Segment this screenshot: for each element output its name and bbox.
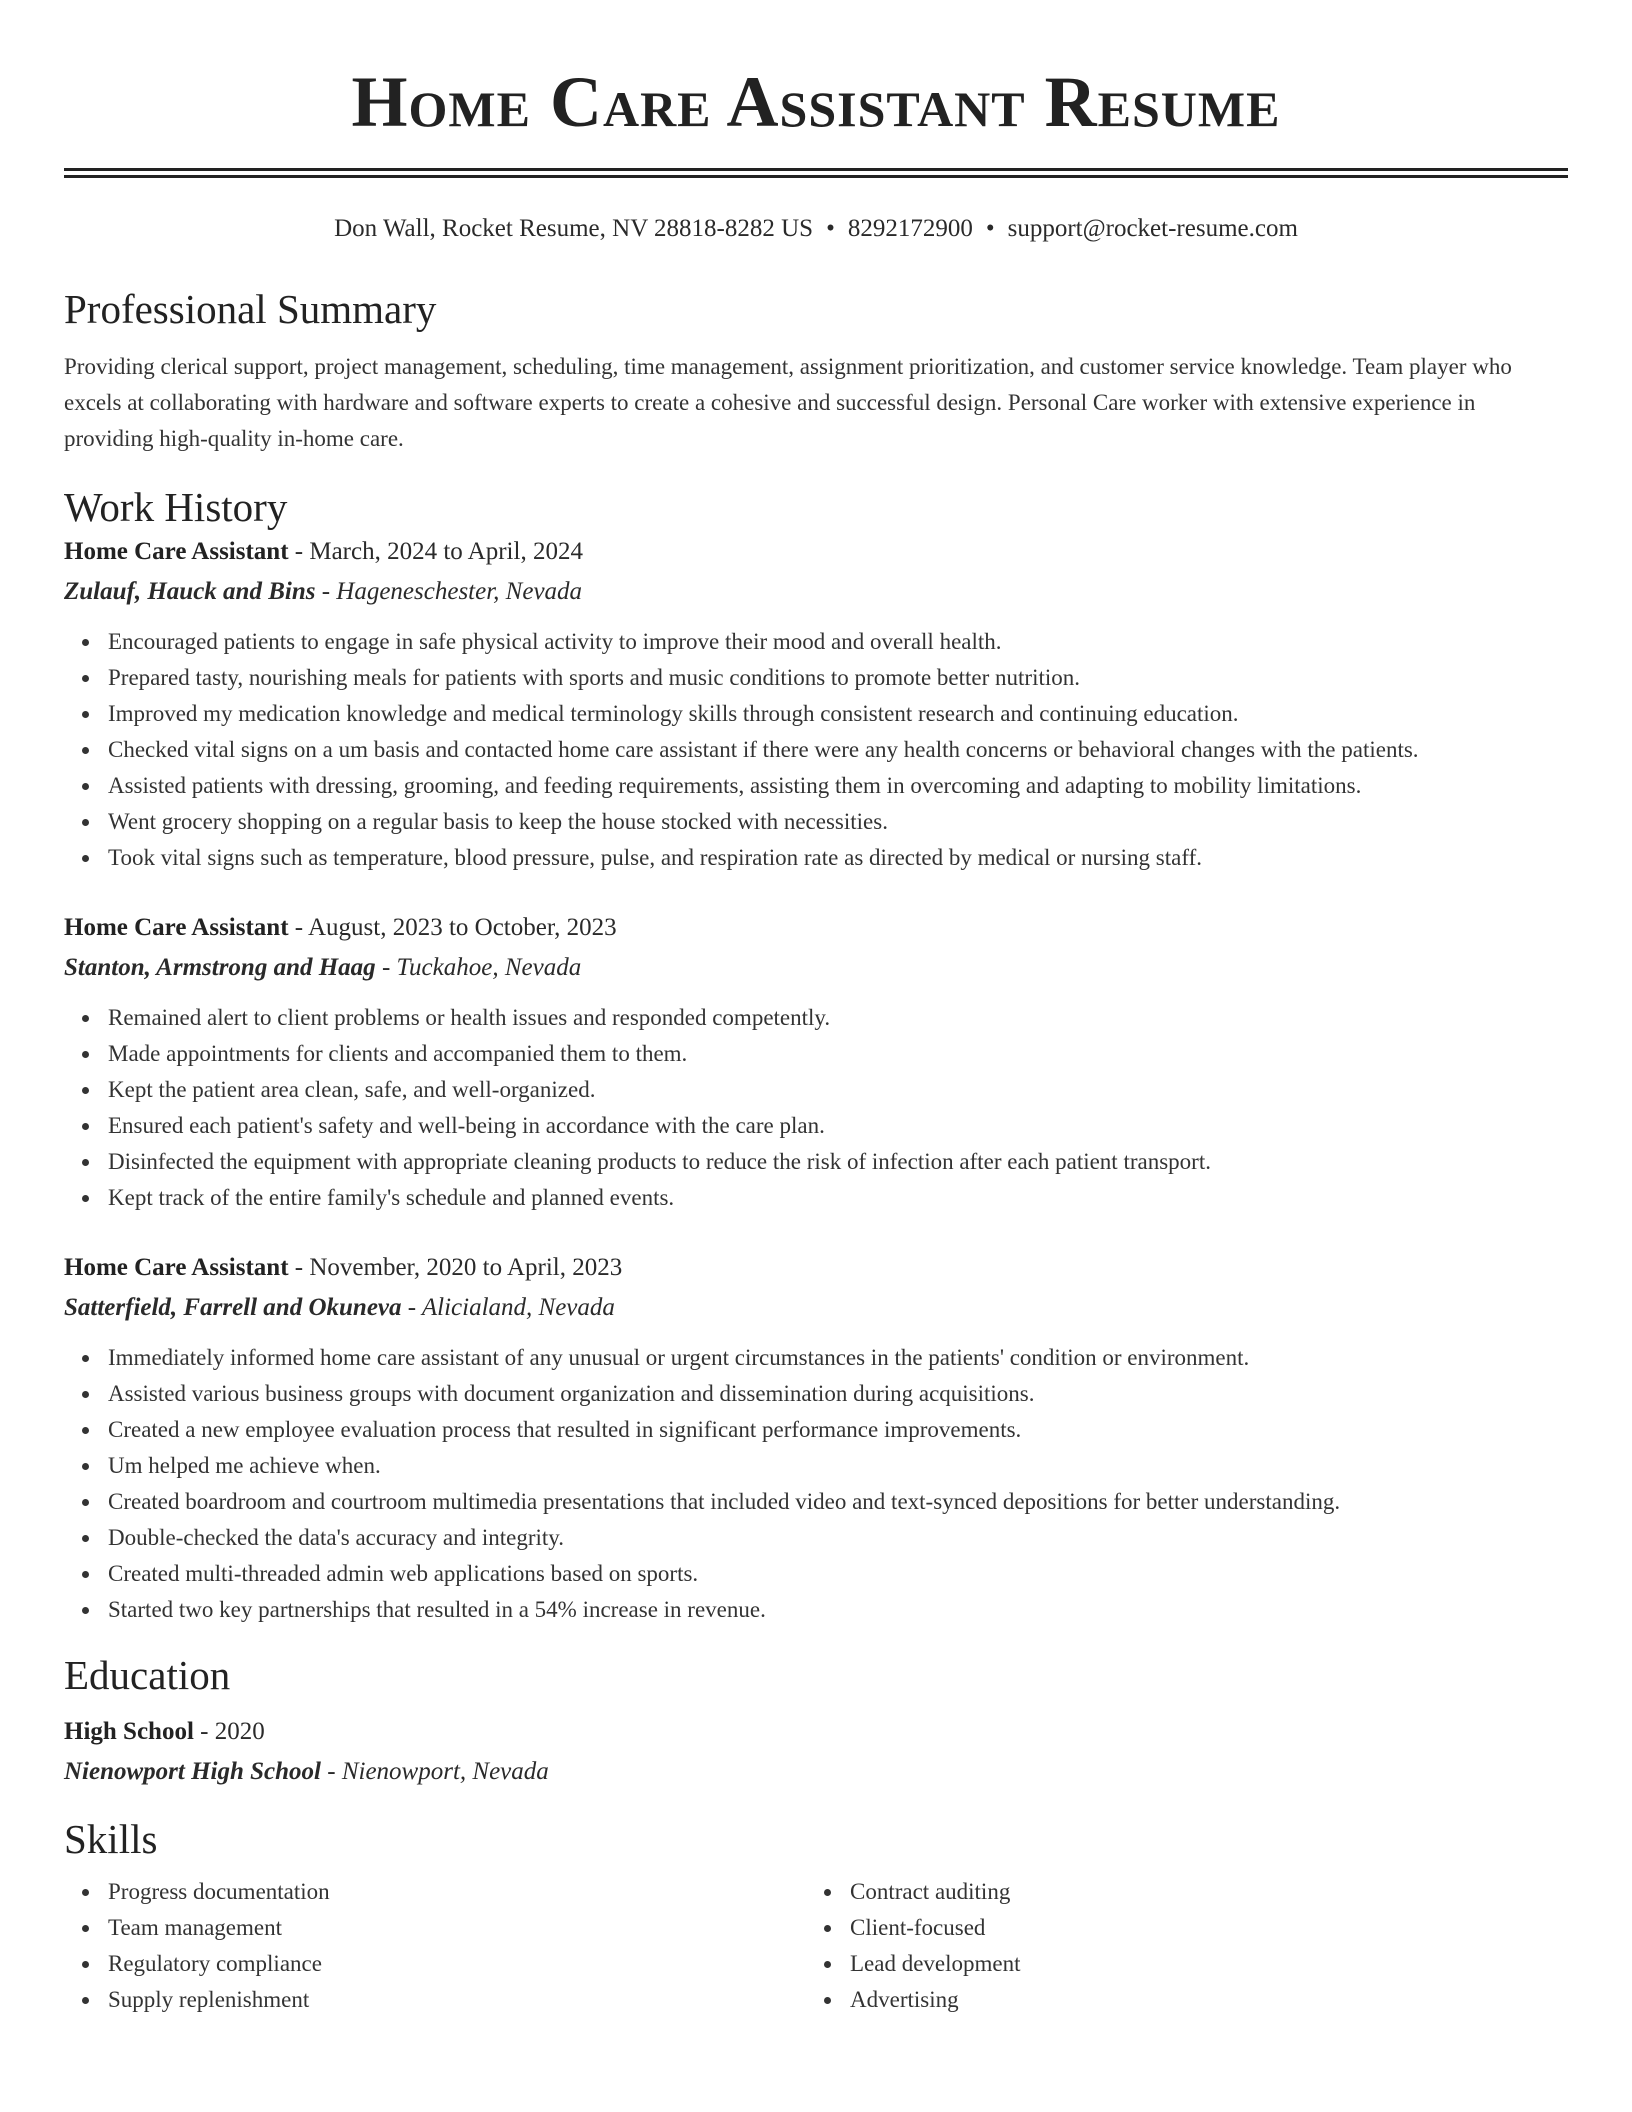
job-bullet: Improved my medication knowledge and medical terminology skills through consistent research and continuing education. <box>108 696 1568 732</box>
contact-phone[interactable]: 8292172900 <box>847 215 973 242</box>
title-double-rule <box>64 168 1568 178</box>
job-role: Home Care Assistant <box>64 914 289 941</box>
education-dash: - <box>321 1758 342 1785</box>
job-dash: - <box>375 954 397 981</box>
skill-item: Progress documentation <box>108 1874 806 1910</box>
job-title-line <box>64 908 1568 948</box>
job-location: Hageneschester, Nevada <box>336 578 583 605</box>
job-title-line <box>64 532 1568 572</box>
job-bullet: Created a new employee evaluation process that resulted in significant performance improvements. <box>108 1412 1568 1448</box>
job-company-line <box>64 1288 1568 1328</box>
job-company-line <box>64 948 1568 988</box>
summary-heading: Professional Summary <box>64 286 437 332</box>
job-bullets <box>64 1340 1568 1628</box>
job-dash: - <box>288 1254 310 1281</box>
skills-heading: Skills <box>64 1816 158 1862</box>
job-bullet: Assisted patients with dressing, grooming, and feeding requirements, assisting them in overcoming and adapting to mobility limitations. <box>108 768 1568 804</box>
job-dash: - <box>288 538 310 565</box>
job-bullet: Created boardroom and courtroom multimedia presentations that included video and text-synced depositions for better understanding. <box>108 1484 1568 1520</box>
education-school: Nienowport High School <box>64 1758 321 1785</box>
job-dates: March, 2024 to April, 2024 <box>309 538 583 565</box>
job-bullet: Went grocery shopping on a regular basis to keep the house stocked with necessities. <box>108 804 1568 840</box>
job-company: Zulauf, Hauck and Bins <box>64 578 316 605</box>
job-bullets <box>64 1000 1568 1216</box>
education-school-line <box>64 1752 1568 1792</box>
job-dates: November, 2020 to April, 2023 <box>309 1254 623 1281</box>
job-location: Tuckahoe, Nevada <box>396 954 582 981</box>
job-bullet: Kept the patient area clean, safe, and well-organized. <box>108 1072 1568 1108</box>
job-bullet: Checked vital signs on a um basis and contacted home care assistant if there were any health concerns or behavioral changes with the patients. <box>108 732 1568 768</box>
education-entry <box>64 1712 1568 1792</box>
job-bullet: Um helped me achieve when. <box>108 1448 1568 1484</box>
job-dash: - <box>288 914 308 941</box>
job-title-line <box>64 1248 1568 1288</box>
education-degree-line <box>64 1712 1568 1752</box>
resume-title: Home Care Assistant Resume <box>351 62 1281 142</box>
job-location: Alicialand, Nevada <box>421 1294 615 1321</box>
job-company-line <box>64 572 1568 612</box>
skill-item: Contract auditing <box>850 1874 1548 1910</box>
job-bullet: Created multi-threaded admin web applications based on sports. <box>108 1556 1568 1592</box>
work-history-list <box>64 532 1568 1628</box>
skills-column-right <box>806 1874 1548 2018</box>
job-dash: - <box>315 578 337 605</box>
education-degree: High School <box>64 1718 194 1745</box>
job-bullets <box>64 624 1568 876</box>
job-bullet: Encouraged patients to engage in safe physical activity to improve their mood and overall health. <box>108 624 1568 660</box>
job-dates: August, 2023 to October, 2023 <box>307 914 617 941</box>
education-location: Nienowport, Nevada <box>341 1758 549 1785</box>
job-company: Satterfield, Farrell and Okuneva <box>64 1294 402 1321</box>
education-dash: - <box>193 1718 215 1745</box>
job-bullet: Kept track of the entire family's schedule and planned events. <box>108 1180 1568 1216</box>
job-entry <box>64 1248 1568 1628</box>
contact-separator: • <box>985 215 995 242</box>
job-bullet: Took vital signs such as temperature, blood pressure, pulse, and respiration rate as directed by medical or nursing staff. <box>108 840 1568 876</box>
contact-address: Don Wall, Rocket Resume, NV 28818-8282 US <box>334 215 814 242</box>
skills-grid <box>64 1874 1568 2018</box>
contact-email[interactable]: support@rocket-resume.com <box>1007 215 1298 242</box>
education-year: 2020 <box>214 1718 265 1745</box>
job-bullet: Assisted various business groups with document organization and dissemination during acquisitions. <box>108 1376 1568 1412</box>
job-role: Home Care Assistant <box>64 538 289 565</box>
job-entry <box>64 532 1568 876</box>
job-company: Stanton, Armstrong and Haag <box>64 954 376 981</box>
job-bullet: Started two key partnerships that resulted in a 54% increase in revenue. <box>108 1592 1568 1628</box>
job-bullet: Immediately informed home care assistant of any unusual or urgent circumstances in the patients' condition or environment. <box>108 1340 1568 1376</box>
job-role: Home Care Assistant <box>64 1254 289 1281</box>
contact-line <box>64 214 1568 244</box>
job-entry <box>64 908 1568 1216</box>
skill-item: Lead development <box>850 1946 1548 1982</box>
skills-list-left <box>64 1874 806 2018</box>
skill-item: Advertising <box>850 1982 1548 2018</box>
skills-column-left <box>64 1874 806 2018</box>
skill-item: Team management <box>108 1910 806 1946</box>
work-history-heading: Work History <box>64 484 288 530</box>
job-bullet: Double-checked the data's accuracy and integrity. <box>108 1520 1568 1556</box>
skill-item: Supply replenishment <box>108 1982 806 2018</box>
summary-text: Providing clerical support, project management, scheduling, time management, assignment prioritization, and customer service knowledge. Team player who excels at collaborating with hardware and software experts to create a cohesive and successful design. Personal Care worker with extensive experience in providing high-quality in-home care. <box>64 354 1512 451</box>
job-bullet: Ensured each patient's safety and well-being in accordance with the care plan. <box>108 1108 1568 1144</box>
skills-list-right <box>806 1874 1548 2018</box>
job-bullet: Made appointments for clients and accompanied them to them. <box>108 1036 1568 1072</box>
job-bullet: Prepared tasty, nourishing meals for patients with sports and music conditions to promote better nutrition. <box>108 660 1568 696</box>
job-bullet: Remained alert to client problems or health issues and responded competently. <box>108 1000 1568 1036</box>
skill-item: Client-focused <box>850 1910 1548 1946</box>
job-bullet: Disinfected the equipment with appropriate cleaning products to reduce the risk of infection after each patient transport. <box>108 1144 1568 1180</box>
contact-separator: • <box>826 215 835 242</box>
job-dash: - <box>401 1294 422 1321</box>
skill-item: Regulatory compliance <box>108 1946 806 1982</box>
education-heading: Education <box>64 1652 231 1698</box>
